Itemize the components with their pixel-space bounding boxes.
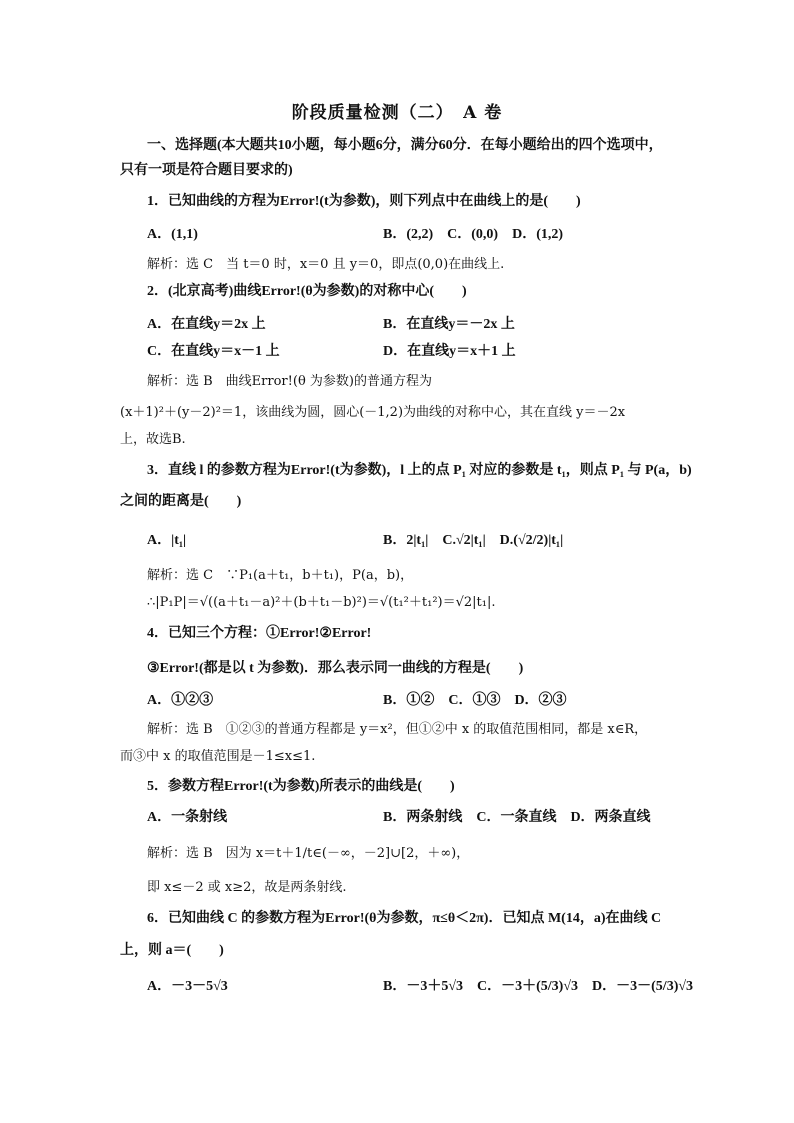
q3-stem-line1: 3．直线 l 的参数方程为Error!(t为参数)，l 上的点 P₁ 对应的参数是 t₁，则点 P₁ 与 P(a，b): [147, 463, 692, 478]
q5-options-bcd: B．两条射线 C．一条直线 D．两条直线: [383, 810, 651, 825]
page-title: 阶段质量检测（二） A 卷: [291, 103, 503, 123]
q2-option-b: B．在直线y＝－2x 上: [383, 317, 515, 332]
q1-solution: 解析：选 C 当 t＝0 时，x＝0 且 y＝0，即点(0,0)在曲线上.: [147, 257, 505, 272]
q5-option-a: A．一条射线: [147, 810, 228, 825]
q4-option-a: A．①②③: [147, 693, 214, 708]
q3-stem-line2: 之间的距离是( ): [120, 494, 242, 509]
q6-stem-line2: 上，则 a＝( ): [120, 943, 224, 958]
q2-solution-line2: (x＋1)²＋(y－2)²＝1，该曲线为圆，圆心(－1,2)为曲线的对称中心，其在直线 y＝－2x: [120, 405, 626, 420]
q1-options-bcd: B．(2,2) C．(0,0) D．(1,2): [383, 227, 564, 242]
q4-stem-line2: ③Error!(都是以 t 为参数)．那么表示同一曲线的方程是( ): [147, 661, 524, 676]
q2-option-c: C．在直线y＝x－1 上: [147, 344, 280, 359]
q3-options-bcd: B．2|t₁| C.√2|t₁| D.(√2/2)|t₁|: [383, 533, 564, 548]
q5-solution-line2: 即 x≤－2 或 x≥2，故是两条射线.: [147, 880, 347, 895]
q4-options-bcd: B．①② C．①③ D．②③: [383, 693, 567, 708]
q5-solution-line1: 解析：选 B 因为 x＝t＋1/t∈(－∞，－2]∪[2，＋∞)，: [147, 846, 470, 861]
q1-stem: 1．已知曲线的方程为Error!(t为参数)，则下列点中在曲线上的是( ): [147, 194, 581, 209]
section-intro-line1: 一、选择题(本大题共10小题，每小题6分，满分60分．在每小题给出的四个选项中，: [147, 138, 663, 153]
q4-stem-line1: 4．已知三个方程：①Error!②Error!: [147, 626, 372, 641]
q2-option-d: D．在直线y＝x＋1 上: [383, 344, 516, 359]
q6-options-bcd: B．－3＋5√3 C．－3＋(5/3)√3 D．－3－(5/3)√3: [383, 979, 694, 994]
q1-option-a: A．(1,1): [147, 227, 198, 242]
q6-option-a: A．－3－5√3: [147, 979, 228, 994]
q2-stem: 2．(北京高考)曲线Error!(θ为参数)的对称中心( ): [147, 284, 467, 299]
q3-solution-line1: 解析：选 C ∵P₁(a＋t₁，b＋t₁)，P(a，b)，: [147, 568, 414, 583]
q2-solution-line3: 上，故选B.: [120, 432, 186, 447]
q6-stem-line1: 6．已知曲线 C 的参数方程为Error!(θ为参数，π≤θ＜2π)．已知点 M(14，a)在曲线 C: [147, 911, 662, 926]
q4-solution-line2: 而③中 x 的取值范围是－1≤x≤1.: [120, 749, 316, 764]
q2-option-a: A．在直线y＝2x 上: [147, 317, 266, 332]
q2-solution-line1: 解析：选 B 曲线Error!(θ 为参数)的普通方程为: [147, 374, 432, 389]
q3-solution-line2: ∴|P₁P|＝√((a＋t₁－a)²＋(b＋t₁－b)²)＝√(t₁²＋t₁²)＝√2|t₁|.: [147, 595, 496, 610]
q5-stem: 5．参数方程Error!(t为参数)所表示的曲线是( ): [147, 779, 455, 794]
section-intro-line2: 只有一项是符合题目要求的): [120, 163, 293, 178]
q4-solution-line1: 解析：选 B ①②③的普通方程都是 y＝x²，但①②中 x 的取值范围相同，都是 x∈R，: [147, 722, 648, 737]
q3-option-a: A．|t₁|: [147, 533, 187, 548]
